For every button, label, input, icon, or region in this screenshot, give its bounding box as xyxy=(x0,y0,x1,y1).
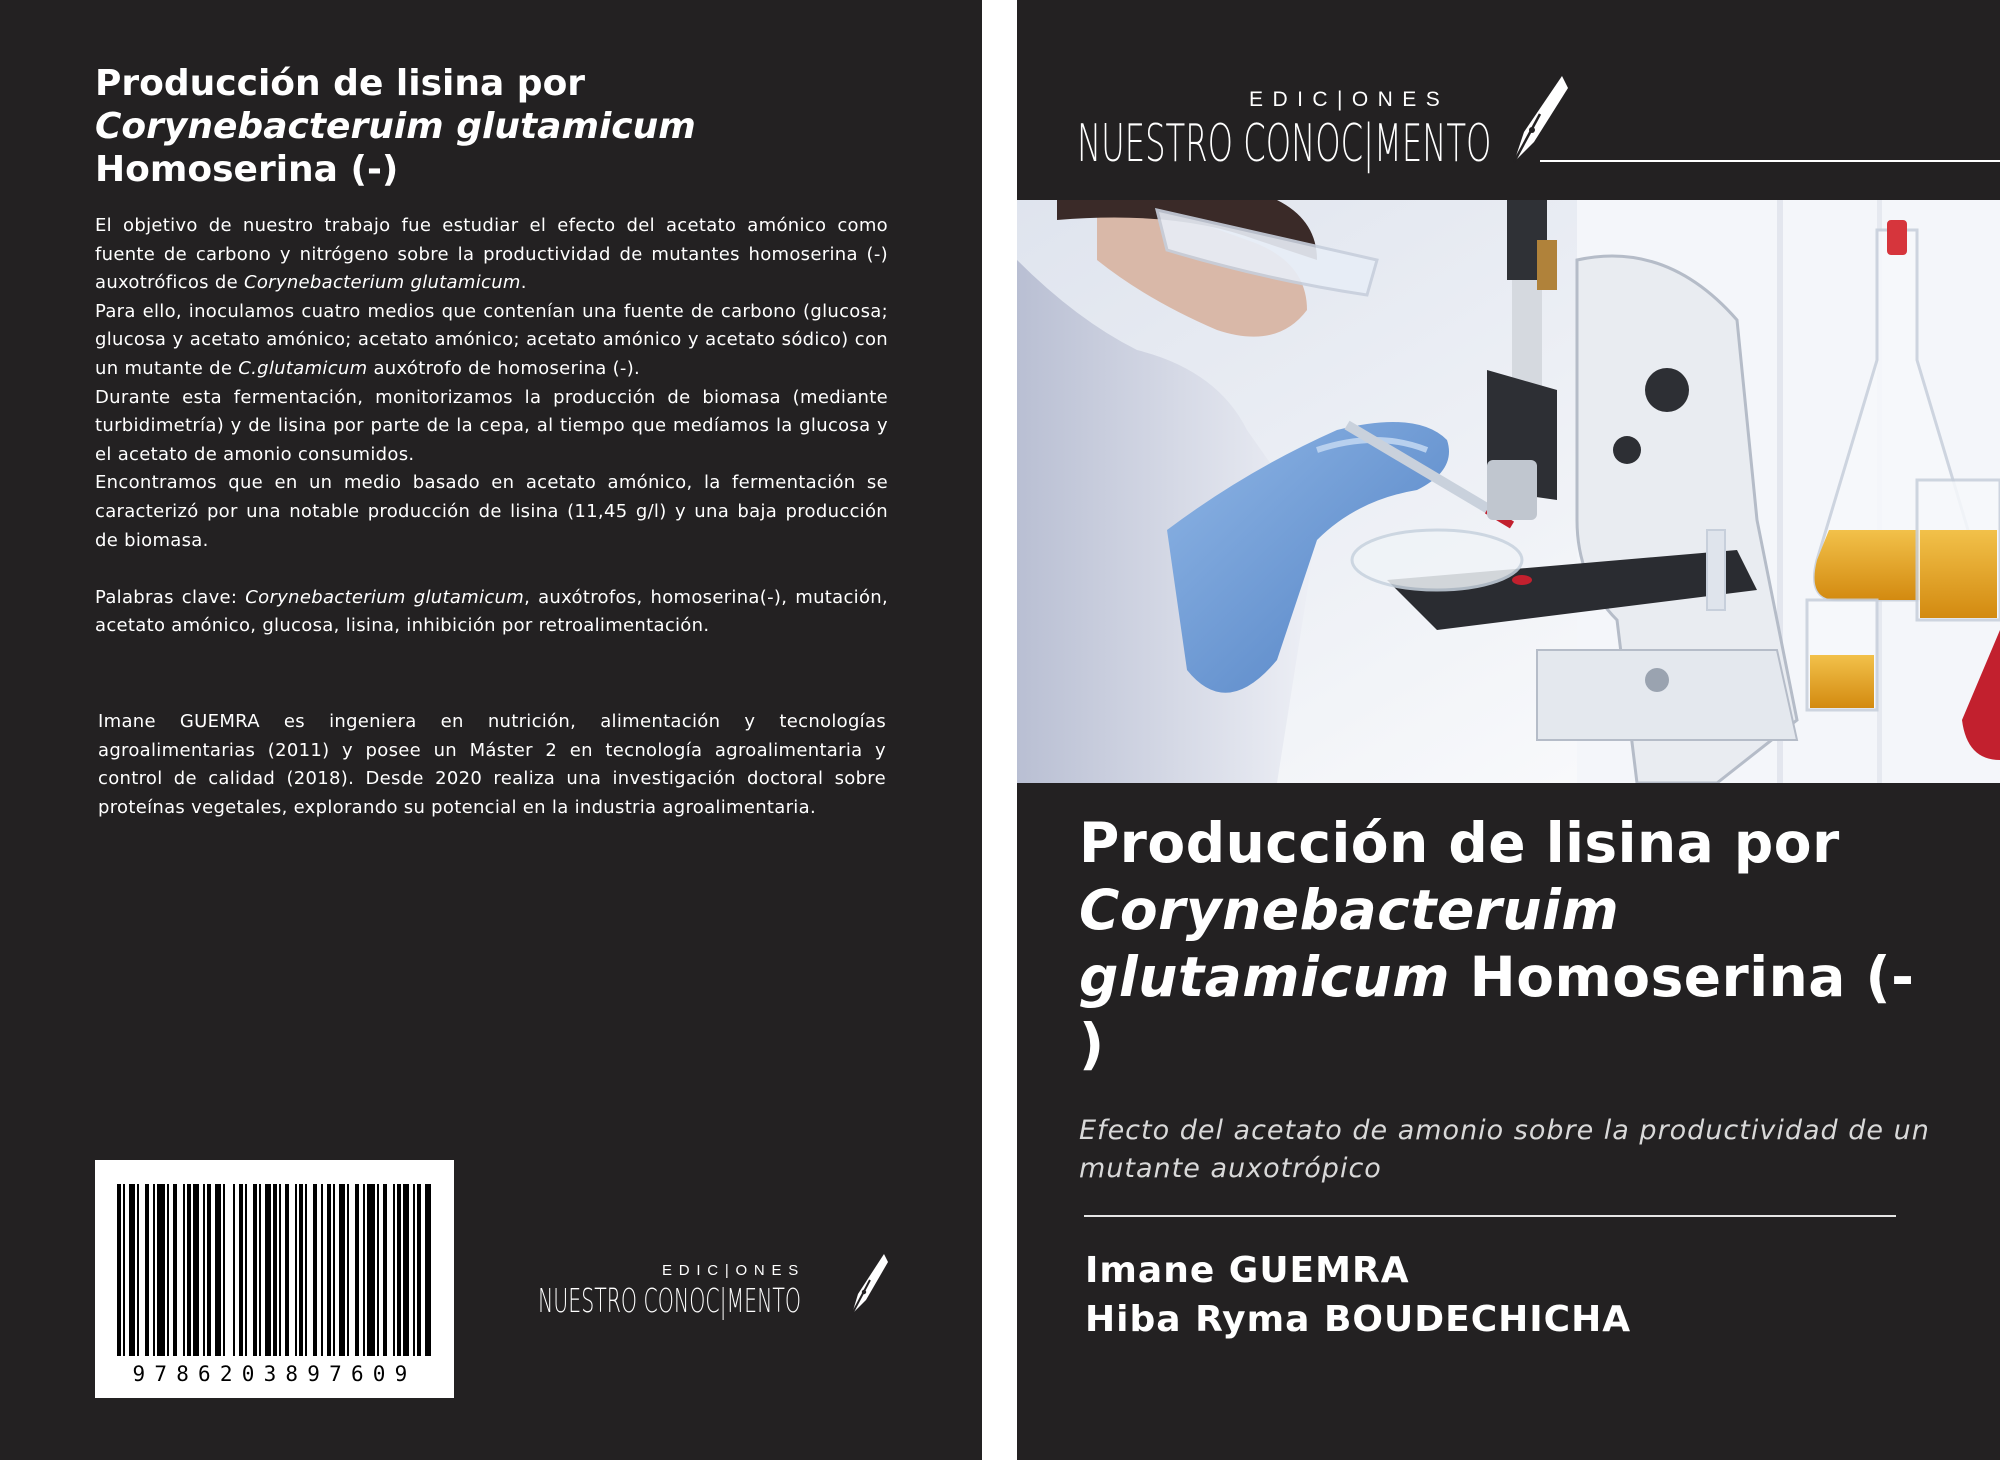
barcode-bar xyxy=(259,1184,261,1356)
abstract-p1-species: Corynebacterium glutamicum xyxy=(244,272,521,294)
back-cover xyxy=(0,0,982,1460)
barcode-bar xyxy=(215,1184,221,1356)
logo-rule xyxy=(1540,160,2000,162)
author-1: Imane GUEMRA xyxy=(1085,1250,1410,1291)
barcode-bar xyxy=(305,1184,307,1356)
abstract-paragraph-4: Encontramos que en un medio basado en acetato amónico, la fermentación se caracterizó por una notable producción de lisina (11,45 g/l) y una baja producción de biomasa. xyxy=(95,472,888,551)
barcode-bar xyxy=(137,1184,139,1356)
keywords-list: , auxótrofos, homoserina(-), mutación, acetato amónico, glucosa, lisina, inhibición por retroalimentación. xyxy=(95,586,888,637)
keywords-species: Corynebacterium glutamicum xyxy=(245,586,525,608)
publisher-logo-top: EDIC|ONES xyxy=(1249,88,1450,111)
barcode-bar xyxy=(223,1184,225,1356)
author-bio-text: Imane GUEMRA es ingeniera en nutrición, alimentación y tecnologías agroalimentarias (2011) y posee un Máster 2 en tecnología agroalimentaria y control de calidad (2018). Desde 2020 realiza una investigación doctoral sobre proteínas vegetales, explorando su potencial en la industria agroalimentaria. xyxy=(98,711,886,818)
keywords-label: Palabras clave: xyxy=(95,586,246,608)
keywords xyxy=(95,584,888,641)
barcode-bar xyxy=(129,1184,135,1356)
barcode-bar xyxy=(313,1184,317,1356)
barcode-bar xyxy=(367,1184,375,1356)
abstract-spacer xyxy=(95,555,888,584)
barcode-bar xyxy=(425,1184,431,1356)
barcode-bar xyxy=(265,1184,271,1356)
barcode xyxy=(95,1160,454,1398)
abstract-p2-species: C.glutamicum xyxy=(238,357,368,379)
abstract-paragraph-3: Durante esta fermentación, monitorizamos la producción de biomasa (mediante turbidimetría) y de lisina por parte de la cepa, al tiempo que medíamos la glucosa y el acetato de amonio consumidos. xyxy=(95,386,888,465)
divider xyxy=(1084,1215,1896,1217)
barcode-bar xyxy=(339,1184,345,1356)
barcode-bar xyxy=(123,1184,125,1356)
barcode-bar xyxy=(233,1184,235,1356)
front-title-line3-species: glutamicum xyxy=(1079,945,1451,1009)
back-title-line3: Homoserina (-) xyxy=(95,149,399,190)
barcode-bar xyxy=(239,1184,243,1356)
front-title xyxy=(1079,810,1979,1078)
barcode-bar xyxy=(273,1184,277,1356)
abstract-paragraph-1 xyxy=(95,212,888,298)
barcode-bar xyxy=(167,1184,169,1356)
author-2: Hiba Ryma BOUDECHICHA xyxy=(1085,1299,1632,1340)
barcode-bar xyxy=(207,1184,211,1356)
barcode-bar xyxy=(117,1184,121,1356)
barcode-bar xyxy=(173,1184,177,1356)
author-bio xyxy=(98,708,886,822)
barcode-bar xyxy=(145,1184,149,1356)
barcode-bar xyxy=(183,1184,185,1356)
barcode-bar xyxy=(321,1184,323,1356)
isbn-digits: 9786203897609 xyxy=(132,1362,417,1386)
publisher-logo-bottom: NUESTRO CONOC|MENTO xyxy=(538,1281,801,1320)
barcode-bar xyxy=(157,1184,165,1356)
abstract xyxy=(95,212,888,641)
barcode-bar xyxy=(193,1184,199,1356)
barcode-bar xyxy=(383,1184,387,1356)
barcode-bar xyxy=(253,1184,257,1356)
abstract-p1-text: El objetivo de nuestro trabajo fue estudiar el efecto del acetato amónico como fuente de carbono y nitrógeno sobre la productividad de mutantes homoserina (-) auxotróficos de xyxy=(95,215,888,294)
abstract-p2-end: auxótrofo de homoserina (-). xyxy=(367,357,641,379)
abstract-p2-text: Para ello, inoculamos cuatro medios que contenían una fuente de carbono (glucosa; glucosa y acetato amónico; acetato amónico; acetato amónico y acetato sódico) con un mutante de xyxy=(95,300,888,379)
abstract-paragraph-2 xyxy=(95,298,888,384)
barcode-bar xyxy=(153,1184,155,1356)
barcode-bar xyxy=(245,1184,247,1356)
front-title-line1: Producción de lisina por xyxy=(1079,811,1840,875)
barcode-bar xyxy=(397,1184,401,1356)
barcode-bar xyxy=(203,1184,205,1356)
front-title-line2: Corynebacteruim xyxy=(1079,878,1620,942)
barcode-bar xyxy=(417,1184,421,1356)
subtitle: Efecto del acetato de amonio sobre la productividad de un mutante auxotrópico xyxy=(1079,1115,1930,1184)
barcode-bar xyxy=(347,1184,349,1356)
barcode-bar xyxy=(403,1184,409,1356)
barcode-bar xyxy=(363,1184,365,1356)
barcode-bar xyxy=(333,1184,335,1356)
barcode-bar xyxy=(355,1184,359,1356)
barcode-bar xyxy=(393,1184,395,1356)
back-title xyxy=(95,62,915,191)
microscope-photo xyxy=(1017,200,2000,783)
publisher-logo-back xyxy=(538,1262,962,1320)
front-cover xyxy=(1017,0,2000,1460)
front-title-line3-rest: Homoserina (- xyxy=(1450,945,1915,1009)
barcode-bar xyxy=(327,1184,331,1356)
barcode-bar xyxy=(377,1184,379,1356)
pen-nib-icon xyxy=(850,1252,890,1317)
cover-photo xyxy=(1017,200,2000,783)
barcode-bar xyxy=(279,1184,281,1356)
back-title-line1: Producción de lisina por xyxy=(95,63,586,104)
publisher-logo-top: EDIC|ONES xyxy=(662,1262,805,1279)
barcode-bar xyxy=(299,1184,303,1356)
barcode-bar xyxy=(285,1184,289,1356)
barcode-bar xyxy=(295,1184,297,1356)
publisher-logo-bottom: NUESTRO CONOC|MENTO xyxy=(1077,114,1492,174)
abstract-p1-end: . xyxy=(520,272,527,294)
barcode-bar xyxy=(187,1184,191,1356)
barcode-bar xyxy=(413,1184,415,1356)
pen-nib-icon xyxy=(1510,74,1570,166)
back-title-line2: Corynebacteruim glutamicum xyxy=(95,106,696,147)
spine-gap xyxy=(982,0,1017,1460)
front-title-line4: ) xyxy=(1079,1012,1105,1076)
